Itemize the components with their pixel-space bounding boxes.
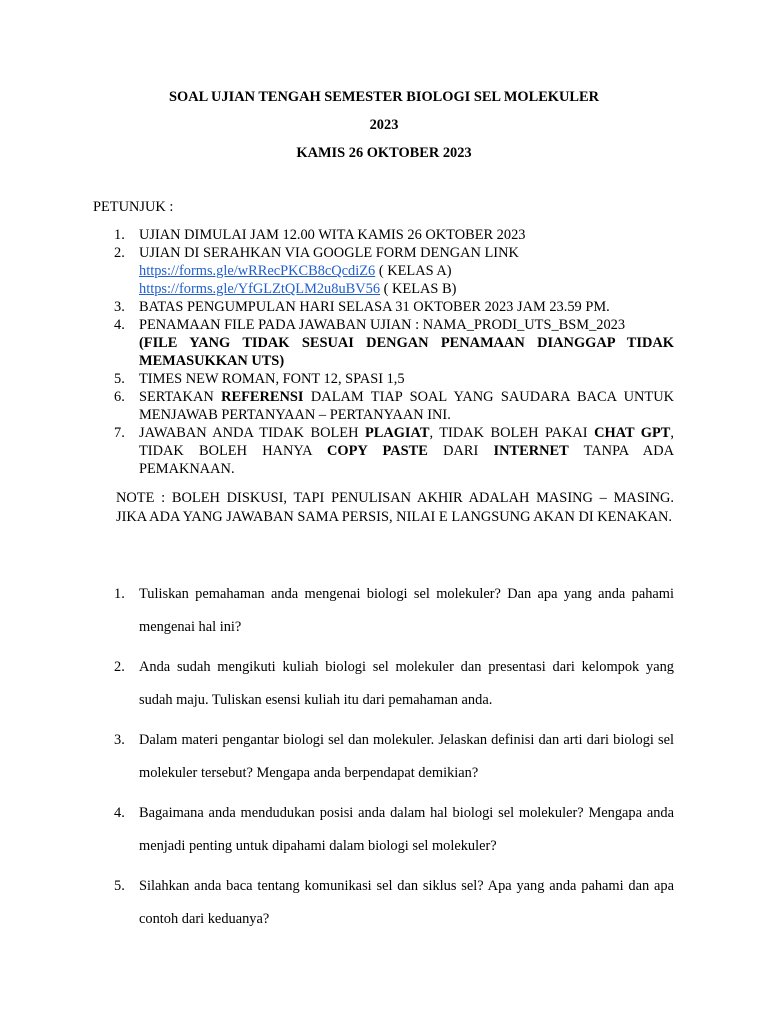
instruction-text: UJIAN DIMULAI JAM 12.00 WITA KAMIS 26 OKTOBER 2023 [139,227,526,243]
instruction-bold-text: COPY PASTE [327,443,428,459]
question-text: Bagaimana anda mendudukan posisi anda dalam hal biologi sel molekuler? Mengapa anda menjadi penting untuk dipahami dalam biologi sel molekuler? [139,805,674,854]
page-title: SOAL UJIAN TENGAH SEMESTER BIOLOGI SEL MOLEKULER [169,89,599,105]
instruction-text: SERTAKAN [139,389,222,405]
form-link-class-a[interactable]: https://forms.gle/wRRecPKCB8cQcdiZ6 [139,263,376,279]
question-number: 4. [114,805,125,821]
instruction-bold-text: PLAGIAT [364,425,430,441]
link-line-class-a [139,262,674,280]
instruction-item [93,316,674,370]
instruction-text: UJIAN DI SERAHKAN VIA GOOGLE FORM DENGAN LINK [139,245,519,261]
instruction-bold-text: CHAT GPT [594,425,671,441]
questions-list [93,578,674,943]
instruction-item [93,226,674,244]
question-number: 5. [114,878,125,894]
instruction-item [93,244,674,298]
question-number: 3. [114,732,125,748]
instruction-bold-text: INTERNET [493,443,569,459]
instruction-text: BATAS PENGUMPULAN HARI SELASA 31 OKTOBER 2023 JAM 23.59 PM. [139,299,610,315]
link-line-class-b [139,280,674,298]
instruction-item [93,388,674,424]
instructions-list [93,226,674,478]
question-item [93,724,674,790]
question-item [93,578,674,644]
instruction-number: 5. [114,371,125,387]
instruction-number: 2. [114,245,125,261]
question-number: 1. [114,586,125,602]
note-paragraph: NOTE : BOLEH DISKUSI, TAPI PENULISAN AKHIR ADALAH MASING – MASING. JIKA ADA YANG JAWABAN SAMA PERSIS, NILAI E LANGSUNG AKAN DI KENAKAN. [116,490,674,525]
question-text: Dalam materi pengantar biologi sel dan molekuler. Jelaskan definisi dan arti dari biologi sel molekuler tersebut? Mengapa anda berpendapat demikian? [139,732,674,781]
exam-date: KAMIS 26 OKTOBER 2023 [296,145,472,161]
instruction-text: PENAMAAN FILE PADA JAWABAN UJIAN : NAMA_PRODI_UTS_BSM_2023 [139,317,626,333]
instruction-text: DALAM TIAP SOAL YANG SAUDARA BACA UNTUK MENJAWAB PERTANYAAN – PERTANYAAN INI. [139,389,674,423]
instruction-number: 1. [114,227,125,243]
instruction-text: JAWABAN ANDA TIDAK BOLEH [139,425,365,441]
instruction-item [93,370,674,388]
instruction-item [93,424,674,478]
instruction-number: 7. [114,425,125,441]
instruction-bold-text: REFERENSI [221,389,304,405]
question-item [93,651,674,717]
instruction-text: TANPA ADA PEMAKNAAN. [139,443,674,477]
question-text: Tuliskan pemahaman anda mengenai biologi sel molekuler? Dan apa yang anda pahami mengenai hal ini? [139,586,674,635]
question-text: Anda sudah mengikuti kuliah biologi sel molekuler dan presentasi dari kelompok yang sudah maju. Tuliskan esensi kuliah itu dari pemahaman anda. [139,659,674,708]
title-year: 2023 [369,117,399,133]
instruction-text: , TIDAK BOLEH PAKAI [429,425,595,441]
instruction-number: 6. [114,389,125,405]
class-b-label: ( KELAS B) [380,281,457,297]
question-item [93,870,674,936]
instruction-bold-text: (FILE YANG TIDAK SESUAI DENGAN PENAMAAN DIANGGAP TIDAK MEMASUKKAN UTS) [139,335,674,369]
instructions-label: PETUNJUK : [93,199,174,215]
instruction-item [93,298,674,316]
question-item [93,797,674,863]
instruction-number: 3. [114,299,125,315]
class-a-label: ( KELAS A) [375,263,452,279]
instruction-number: 4. [114,317,125,333]
instruction-text: DARI [427,443,494,459]
instruction-text: , TIDAK BOLEH HANYA [139,425,674,459]
question-number: 2. [114,659,125,675]
form-link-class-b[interactable]: https://forms.gle/YfGLZtQLM2u8uBV56 [139,281,381,297]
question-text: Silahkan anda baca tentang komunikasi sel dan siklus sel? Apa yang anda pahami dan apa contoh dari keduanya? [139,878,674,927]
instruction-text: TIMES NEW ROMAN, FONT 12, SPASI 1,5 [139,371,405,387]
